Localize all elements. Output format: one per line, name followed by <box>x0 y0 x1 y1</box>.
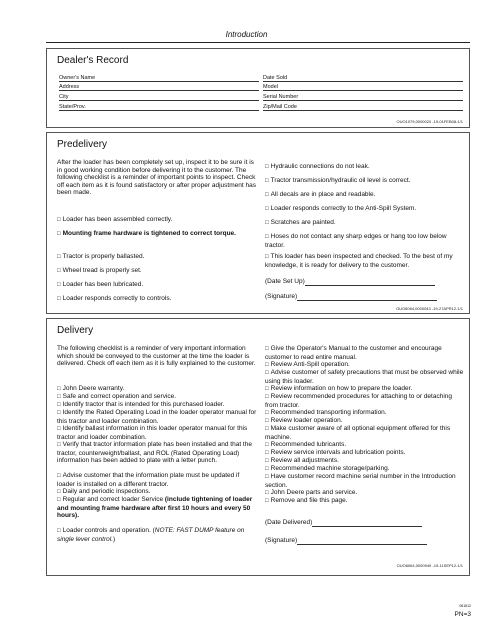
zip-field[interactable] <box>263 102 463 111</box>
state-label: State/Prov. <box>59 104 86 110</box>
del-check-controls[interactable]: □ Loader controls and operation. (NOTE: FAST DUMP feature on single lever control.) <box>57 527 259 543</box>
del-check-attach[interactable]: □ Review recommended procedures for attaching to or detaching from tractor. <box>265 393 465 409</box>
date-delivered-field[interactable]: (Date Delivered) <box>265 519 455 527</box>
del-check-service-intervals[interactable]: □ Review service intervals and lubrication points. <box>265 449 465 458</box>
serial-number-label: Serial Number <box>263 94 299 100</box>
del-check-lubricants[interactable]: □ Recommended lubricants. <box>265 441 465 450</box>
del-check-optional[interactable]: □ Make customer aware of all optional equipment offered for this machine. <box>265 425 465 441</box>
delivery-intro: The following checklist is a reminder of very important information which should be conveyed to the customer at the time the loader is delivered. Check off each item as it is fully explained to the customer. <box>57 345 256 368</box>
del-check-prepare[interactable]: □ Review information on how to prepare the loader. <box>265 385 465 394</box>
predelivery-intro: After the loader has been completely set up, inspect it to be sure it is in good working condition before delivering it to the customer. The following checklist is a reminder of important points to inspect. Check off each item as it is found satisfactory or after proper adjustment has been made. <box>57 159 256 197</box>
footer-code: 061812 <box>459 604 471 608</box>
city-field[interactable] <box>59 92 259 101</box>
del-check-storage[interactable]: □ Recommended machine storage/parking. <box>265 465 465 474</box>
del-check-ballast-info[interactable]: □ Identify ballast information in this loader operator manual for this tractor and loader combination. <box>57 425 259 441</box>
del-check-warranty[interactable]: □ John Deere warranty. <box>57 385 259 394</box>
del-check-serial-record[interactable]: □ Have customer record machine serial number in the Introduction section. <box>265 473 465 489</box>
model-label: Model <box>263 84 278 90</box>
del-check-parts-service[interactable]: □ John Deere parts and service. <box>265 489 465 498</box>
pre-check-anti-spill[interactable]: □ Loader responds correctly to the Anti-Spill System. <box>265 205 463 214</box>
address-field[interactable] <box>59 82 259 91</box>
del-check-adjustments[interactable]: □ Review all adjustments. <box>265 457 465 466</box>
page-number: PN=3 <box>454 611 471 618</box>
pre-check-oil-level[interactable]: □ Tractor transmission/hydraulic oil level is correct. <box>265 177 463 186</box>
delivery-signature-field[interactable]: (Signature) <box>265 537 455 545</box>
del-check-transport[interactable]: □ Recommended transporting information. <box>265 409 465 418</box>
address-label: Address <box>59 84 80 90</box>
owner-name-field[interactable] <box>59 73 259 82</box>
del-check-rated-load[interactable]: □ Identify the Rated Operating Load in the loader operator manual for this tractor and loader combination. <box>57 409 259 425</box>
pre-check-controls[interactable]: □ Loader responds correctly to controls. <box>57 295 257 304</box>
state-field[interactable] <box>59 102 259 111</box>
pre-check-scratches[interactable]: □ Scratches are painted. <box>265 219 463 228</box>
pre-check-hydraulic[interactable]: □ Hydraulic connections do not leak. <box>265 163 463 172</box>
del-check-inspections[interactable]: □ Daily and periodic inspections. <box>57 488 259 497</box>
serial-number-field[interactable] <box>263 92 463 101</box>
delivery-box <box>46 318 470 576</box>
predelivery-box <box>46 132 470 314</box>
del-check-info-plate[interactable]: □ Verify that tractor information plate has been installed and that the tractor, counterweight/ballast, and ROL (Rated Operating Load) information has been added to plate with a letter punch. <box>57 441 259 465</box>
del-check-operation[interactable]: □ Review loader operation. <box>265 417 465 426</box>
del-check-identify-tractor[interactable]: □ Identify tractor that is intended for this purchased loader. <box>57 401 259 410</box>
pre-check-decals[interactable]: □ All decals are in place and readable. <box>265 191 463 200</box>
pre-check-torque[interactable]: □ Mounting frame hardware is tightened to correct torque. <box>57 230 257 239</box>
pre-check-lubricated[interactable]: □ Loader has been lubricated. <box>57 281 257 290</box>
record-code: OUO1079,0000020 -19-01FEB08-1/1 <box>396 119 463 124</box>
zip-label: Zip/Mail Code <box>263 104 297 110</box>
date-sold-field[interactable] <box>263 73 463 82</box>
header-rule <box>46 42 470 43</box>
del-check-remove-page[interactable]: □ Remove and file this page. <box>265 497 465 506</box>
pre-check-assembled[interactable]: □ Loader has been assembled correctly. <box>57 216 257 225</box>
delivery-title: Delivery <box>57 325 94 336</box>
date-set-up-field[interactable]: (Date Set Up) <box>265 278 455 286</box>
del-check-plate-update[interactable]: □ Advise customer that the information plate must be updated if loader is installed on a different tractor. <box>57 472 259 488</box>
del-check-safety[interactable]: □ Advise customer of safety precautions that must be observed while using this loader. <box>265 369 465 385</box>
delivery-code: OUO6064,0000949 -19-11SEP12-1/1 <box>396 563 463 568</box>
del-check-safe-operation[interactable]: □ Safe and correct operation and service. <box>57 393 259 402</box>
dealers-record-box <box>46 48 470 128</box>
predelivery-code: OUO6064,0000043 -19-27APR12-1/1 <box>396 306 463 311</box>
model-field[interactable] <box>263 82 463 91</box>
city-label: City <box>59 94 69 100</box>
section-title: Introduction <box>225 30 268 39</box>
pre-check-hoses[interactable]: □ Hoses do not contact any sharp edges or hang too low below tractor. <box>265 233 463 249</box>
pre-check-wheel-tread[interactable]: □ Wheel tread is properly set. <box>57 267 257 276</box>
date-sold-label: Date Sold <box>263 75 288 81</box>
del-check-regular-service[interactable]: □ Regular and correct loader Service (include tightening of loader and mounting frame hardware after first 10 hours and every 50 hours). <box>57 496 259 520</box>
pre-check-ballast[interactable]: □ Tractor is properly ballasted. <box>57 253 257 262</box>
del-check-manual[interactable]: □ Give the Operator's Manual to the customer and encourage customer to read entire manual. <box>265 345 465 361</box>
predelivery-title: Predelivery <box>57 139 108 150</box>
dealers-record-title: Dealer's Record <box>57 55 129 66</box>
del-check-anti-spill[interactable]: □ Review Anti-Spill operation. <box>265 361 465 370</box>
owner-name-label: Owner's Name <box>59 75 96 81</box>
predelivery-signature-field[interactable]: (Signature) <box>265 293 455 301</box>
pre-check-inspected[interactable]: □ This loader has been inspected and checked. To the best of my knowledge, it is ready for delivery to the customer. <box>265 253 463 269</box>
